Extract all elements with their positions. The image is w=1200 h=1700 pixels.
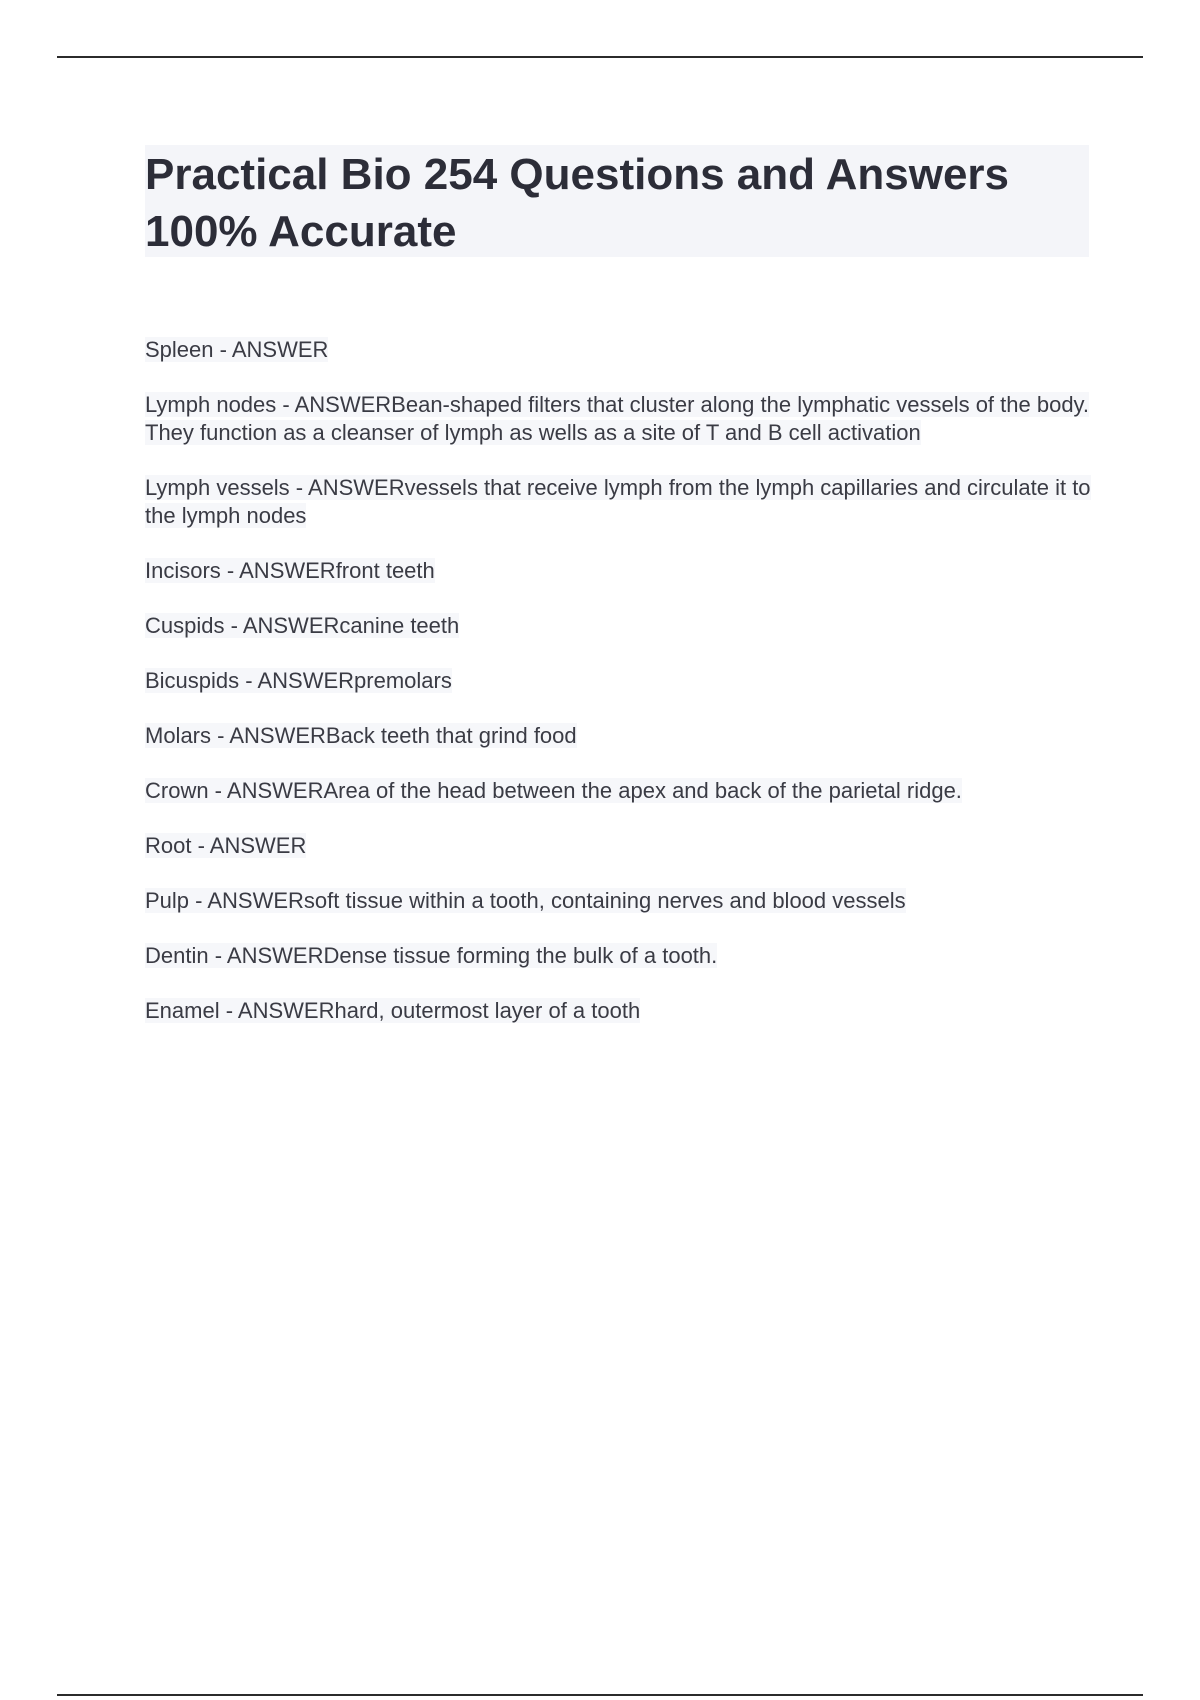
qa-text: Spleen - ANSWER (145, 337, 329, 362)
qa-item-spleen (145, 336, 1095, 364)
qa-text: Dentin - ANSWERDense tissue forming the bulk of a tooth. (145, 943, 718, 968)
qa-item-cuspids (145, 612, 1095, 640)
qa-text: Bicuspids - ANSWERpremolars (145, 668, 452, 693)
document-title: Practical Bio 254 Questions and Answers 100% Accurate (145, 150, 1010, 256)
qa-item-pulp (145, 887, 1095, 915)
qa-item-molars (145, 722, 1095, 750)
qa-item-lymph-nodes (145, 391, 1095, 447)
qa-text: Crown - ANSWERArea of the head between the apex and back of the parietal ridge. (145, 778, 962, 803)
qa-text: Enamel - ANSWERhard, outermost layer of a tooth (145, 998, 641, 1023)
qa-item-dentin (145, 942, 1095, 970)
qa-text: Cuspids - ANSWERcanine teeth (145, 613, 460, 638)
qa-text: Root - ANSWER (145, 833, 307, 858)
qa-item-root (145, 832, 1095, 860)
qa-text: Incisors - ANSWERfront teeth (145, 558, 435, 583)
qa-text: Lymph nodes - ANSWERBean-shaped filters that cluster along the lymphatic vessels of the body. They function as a cleanser of lymph as wells as a site of T and B cell activation (145, 392, 1090, 445)
bottom-rule (57, 1694, 1143, 1696)
top-rule (57, 56, 1143, 58)
qa-item-crown (145, 777, 1095, 805)
qa-item-bicuspids (145, 667, 1095, 695)
qa-list (145, 336, 1095, 1052)
qa-item-lymph-vessels (145, 474, 1095, 530)
qa-item-incisors (145, 557, 1095, 585)
qa-item-enamel (145, 997, 1095, 1025)
qa-text: Lymph vessels - ANSWERvessels that receive lymph from the lymph capillaries and circulate it to the lymph nodes (145, 475, 1091, 528)
qa-text: Molars - ANSWERBack teeth that grind food (145, 723, 577, 748)
qa-text: Pulp - ANSWERsoft tissue within a tooth, containing nerves and blood vessels (145, 888, 906, 913)
